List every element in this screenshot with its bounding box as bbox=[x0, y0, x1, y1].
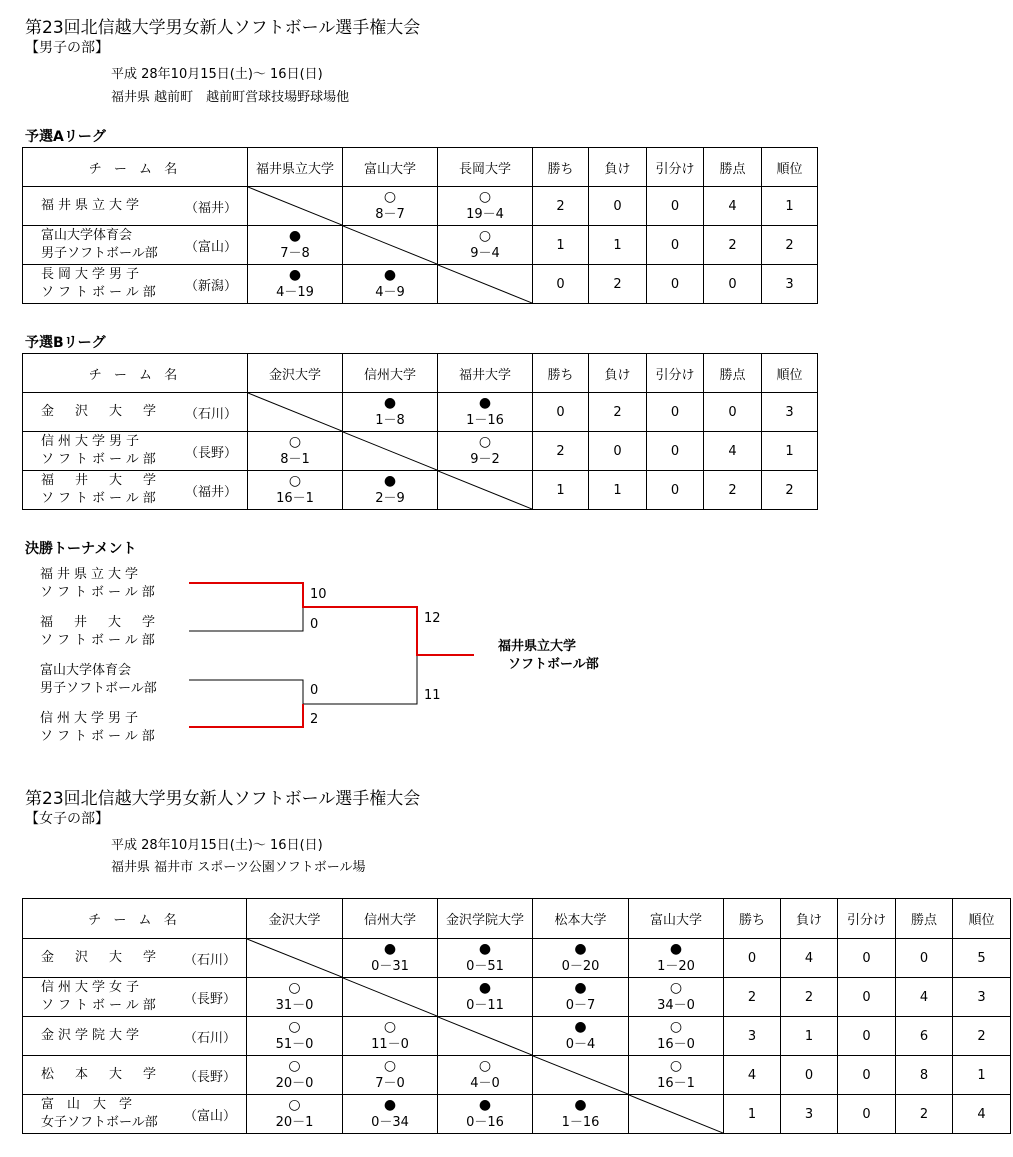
stat-cell: 0 bbox=[704, 393, 762, 432]
bracket-line-semi-loser bbox=[303, 655, 417, 704]
team-row bbox=[23, 1095, 1011, 1134]
opponent-header: 金沢学院大学 bbox=[438, 899, 533, 939]
diagonal-slash bbox=[629, 1095, 723, 1133]
stat-header: 順位 bbox=[953, 899, 1011, 939]
stat-cell: 1 bbox=[762, 187, 818, 226]
header-row bbox=[23, 899, 1011, 939]
stat-cell: 4 bbox=[724, 1056, 781, 1095]
win-mark-icon: ○ bbox=[288, 1057, 301, 1074]
loss-mark-icon: ● bbox=[574, 1096, 587, 1113]
bracket-team-1: 福井県立大学 ソフトボール部 bbox=[40, 567, 159, 600]
stat-cell: 2 bbox=[896, 1095, 953, 1134]
team-name-line: ソフトボール部 bbox=[41, 452, 160, 467]
match-result-cell bbox=[343, 1017, 438, 1056]
diagonal-slash bbox=[343, 978, 437, 1016]
team-name-line: ソフトボール部 bbox=[41, 491, 160, 506]
stat-header: 引分け bbox=[647, 354, 704, 393]
stat-cell: 0 bbox=[838, 978, 896, 1017]
stat-cell: 0 bbox=[838, 1056, 896, 1095]
diagonal-slash bbox=[247, 939, 342, 977]
team-name-line: 富山大学体育会 bbox=[41, 228, 133, 243]
stat-header: 順位 bbox=[762, 148, 818, 187]
win-mark-icon: ○ bbox=[288, 433, 302, 450]
stat-cell: 4 bbox=[704, 187, 762, 226]
stat-cell: 2 bbox=[704, 226, 762, 265]
stat-cell: 0 bbox=[647, 471, 704, 510]
match-score: 8－7 bbox=[375, 206, 405, 222]
opponent-header: 信州大学 bbox=[343, 354, 438, 393]
match-result-cell bbox=[247, 1056, 343, 1095]
opponent-header: 福井県立大学 bbox=[248, 148, 343, 187]
prefecture-label: （福井） bbox=[184, 484, 237, 500]
prefecture-label: （長野） bbox=[183, 1069, 236, 1085]
stat-cell: 0 bbox=[781, 1056, 838, 1095]
match-result-cell bbox=[438, 978, 533, 1017]
win-mark-icon: ○ bbox=[288, 1018, 301, 1035]
match-score: 4－19 bbox=[276, 284, 314, 300]
loss-mark-icon: ● bbox=[478, 394, 492, 411]
match-result-cell bbox=[247, 1017, 343, 1056]
bracket-line-loser-1 bbox=[189, 607, 303, 631]
women-table bbox=[22, 898, 1011, 1134]
stat-cell: 5 bbox=[953, 939, 1011, 978]
match-score: 0－20 bbox=[561, 958, 600, 974]
match-score: 51－0 bbox=[275, 1036, 314, 1052]
team-name-cell bbox=[23, 1056, 247, 1095]
team-name-cell bbox=[23, 1095, 247, 1134]
match-score: 9－2 bbox=[470, 451, 500, 467]
prefecture-label: （石川） bbox=[183, 952, 236, 968]
prefecture-label: （新潟） bbox=[184, 278, 237, 294]
team-name-line: 信州大学男子 bbox=[41, 434, 144, 449]
stat-header: 勝点 bbox=[704, 148, 762, 187]
match-score: 0－11 bbox=[466, 997, 504, 1013]
opponent-header: 福井大学 bbox=[438, 354, 533, 393]
win-mark-icon: ○ bbox=[478, 188, 492, 205]
match-score: 9－4 bbox=[470, 245, 500, 261]
loss-mark-icon: ● bbox=[288, 266, 302, 283]
tournament-heading: 決勝トーナメント bbox=[25, 541, 137, 557]
loss-mark-icon: ● bbox=[574, 979, 587, 996]
bracket-score-1: 10 bbox=[310, 587, 327, 602]
stat-cell: 0 bbox=[896, 939, 953, 978]
stat-cell: 2 bbox=[533, 432, 589, 471]
stat-cell: 1 bbox=[589, 471, 647, 510]
match-result-cell bbox=[438, 939, 533, 978]
team-name-cell bbox=[23, 978, 247, 1017]
stat-cell: 1 bbox=[724, 1095, 781, 1134]
team-name-line: 男子ソフトボール部 bbox=[41, 246, 158, 261]
prefecture-label: （富山） bbox=[183, 1108, 236, 1124]
stat-header: 負け bbox=[589, 148, 647, 187]
men-division: 【男子の部】 bbox=[25, 40, 109, 56]
stat-cell: 1 bbox=[589, 226, 647, 265]
bracket-score-6: 11 bbox=[424, 688, 441, 703]
match-result-cell bbox=[343, 1095, 438, 1134]
match-result-cell bbox=[343, 1056, 438, 1095]
win-mark-icon: ○ bbox=[669, 979, 683, 996]
stat-cell: 0 bbox=[647, 265, 704, 304]
stat-cell: 0 bbox=[647, 393, 704, 432]
stat-cell: 3 bbox=[781, 1095, 838, 1134]
stat-cell: 0 bbox=[589, 432, 647, 471]
team-name-line: 信州大学女子 bbox=[41, 980, 144, 995]
match-score: 7－8 bbox=[280, 245, 310, 261]
stat-cell: 4 bbox=[953, 1095, 1011, 1134]
men-title: 第23回北信越大学男女新人ソフトボール選手権大会 bbox=[25, 18, 421, 38]
match-result-cell bbox=[629, 1017, 724, 1056]
bracket-score-3: 0 bbox=[310, 683, 319, 698]
stat-cell: 0 bbox=[533, 265, 589, 304]
win-mark-icon: ○ bbox=[478, 1057, 492, 1074]
match-score: 1－16 bbox=[466, 412, 504, 428]
prefecture-label: （福井） bbox=[184, 200, 237, 216]
loss-mark-icon: ● bbox=[478, 940, 492, 957]
prefecture-label: （石川） bbox=[184, 406, 237, 422]
match-score: 1－8 bbox=[375, 412, 405, 428]
stat-cell: 3 bbox=[724, 1017, 781, 1056]
match-score: 2－9 bbox=[375, 490, 405, 506]
match-score: 1－20 bbox=[657, 958, 695, 974]
stat-cell: 0 bbox=[533, 393, 589, 432]
win-mark-icon: ○ bbox=[383, 1057, 397, 1074]
team-name-line: ソフトボール部 bbox=[41, 285, 160, 300]
stat-cell: 2 bbox=[533, 187, 589, 226]
team-name-line: 富 山 大 学 bbox=[41, 1097, 133, 1112]
loss-mark-icon: ● bbox=[478, 1096, 492, 1113]
match-score: 34－0 bbox=[657, 997, 695, 1013]
stat-cell: 6 bbox=[896, 1017, 953, 1056]
team-name-line: 福井県立大学 bbox=[41, 198, 144, 213]
win-mark-icon: ○ bbox=[478, 227, 492, 244]
team-name-header: チ ー ム 名 bbox=[23, 148, 248, 187]
loss-mark-icon: ● bbox=[383, 266, 397, 283]
stat-cell: 4 bbox=[704, 432, 762, 471]
loss-mark-icon: ● bbox=[669, 940, 683, 957]
self-match-cell bbox=[247, 939, 343, 978]
match-score: 16－1 bbox=[276, 490, 314, 506]
win-mark-icon: ○ bbox=[288, 472, 302, 489]
stat-cell: 3 bbox=[762, 393, 818, 432]
stat-cell: 0 bbox=[838, 939, 896, 978]
match-score: 4－0 bbox=[470, 1075, 500, 1091]
stat-cell: 2 bbox=[762, 226, 818, 265]
self-match-cell bbox=[438, 1017, 533, 1056]
match-score: 16－0 bbox=[657, 1036, 695, 1052]
stat-cell: 2 bbox=[724, 978, 781, 1017]
opponent-header: 信州大学 bbox=[343, 899, 438, 939]
prefecture-label: （富山） bbox=[184, 239, 237, 255]
team-name-line: 福 井 大 学 bbox=[41, 473, 161, 488]
bracket-line-loser-2 bbox=[189, 680, 303, 704]
stat-cell: 1 bbox=[762, 432, 818, 471]
stat-cell: 2 bbox=[589, 265, 647, 304]
team-name-cell bbox=[23, 939, 247, 978]
stat-cell: 1 bbox=[533, 226, 589, 265]
prefecture-label: （長野） bbox=[184, 445, 237, 461]
stat-cell: 1 bbox=[781, 1017, 838, 1056]
stat-cell: 4 bbox=[896, 978, 953, 1017]
stat-cell: 1 bbox=[533, 471, 589, 510]
team-name-header: チ ー ム 名 bbox=[23, 354, 248, 393]
stat-header: 勝ち bbox=[724, 899, 781, 939]
stat-header: 引分け bbox=[647, 148, 704, 187]
win-mark-icon: ○ bbox=[669, 1018, 683, 1035]
match-result-cell bbox=[343, 939, 438, 978]
stat-header: 勝点 bbox=[896, 899, 953, 939]
bracket-team-4: 信州大学男子 ソフトボール部 bbox=[40, 711, 159, 744]
match-score: 20－0 bbox=[275, 1075, 314, 1091]
loss-mark-icon: ● bbox=[478, 979, 492, 996]
win-mark-icon: ○ bbox=[383, 188, 397, 205]
opponent-header: 金沢大学 bbox=[248, 354, 343, 393]
match-result-cell bbox=[629, 978, 724, 1017]
diagonal-slash bbox=[533, 1056, 628, 1094]
champion-label: 福井県立大学 ソフトボール部 bbox=[498, 639, 599, 672]
match-score: 0－7 bbox=[565, 997, 596, 1013]
match-result-cell bbox=[533, 1017, 629, 1056]
opponent-header: 富山大学 bbox=[629, 899, 724, 939]
stat-cell: 0 bbox=[589, 187, 647, 226]
self-match-cell bbox=[343, 978, 438, 1017]
loss-mark-icon: ● bbox=[383, 394, 397, 411]
women-date: 平成 28年10月15日(土)～ 16日(日) bbox=[111, 838, 323, 853]
women-venue: 福井県 福井市 スポーツ公園ソフトボール場 bbox=[111, 860, 366, 875]
women-title: 第23回北信越大学男女新人ソフトボール選手権大会 bbox=[25, 789, 421, 809]
match-score: 0－4 bbox=[565, 1036, 596, 1052]
loss-mark-icon: ● bbox=[574, 1018, 587, 1035]
match-score: 8－1 bbox=[280, 451, 310, 467]
match-score: 0－51 bbox=[466, 958, 504, 974]
match-result-cell bbox=[629, 939, 724, 978]
win-mark-icon: ○ bbox=[288, 1096, 301, 1113]
stat-cell: 1 bbox=[953, 1056, 1011, 1095]
match-score: 0－34 bbox=[371, 1114, 409, 1130]
stat-cell: 0 bbox=[838, 1017, 896, 1056]
stat-cell: 2 bbox=[953, 1017, 1011, 1056]
team-name-line: 松 本 大 学 bbox=[41, 1067, 161, 1082]
team-name-line: 金沢学院大学 bbox=[41, 1028, 144, 1043]
win-mark-icon: ○ bbox=[669, 1057, 683, 1074]
league-a-heading: 予選Aリーグ bbox=[25, 129, 106, 145]
stat-cell: 0 bbox=[647, 432, 704, 471]
men-venue: 福井県 越前町 越前町営球技場野球場他 bbox=[111, 90, 350, 105]
match-score: 16－1 bbox=[657, 1075, 695, 1091]
bracket-score-5: 12 bbox=[424, 611, 441, 626]
bracket-team-2: 福 井 大 学 ソフトボール部 bbox=[40, 615, 160, 648]
bracket-team-3: 富山大学体育会 男子ソフトボール部 bbox=[40, 663, 157, 696]
league-b-heading: 予選Bリーグ bbox=[25, 335, 106, 351]
opponent-header: 松本大学 bbox=[533, 899, 629, 939]
loss-mark-icon: ● bbox=[383, 940, 397, 957]
stat-cell: 2 bbox=[762, 471, 818, 510]
loss-mark-icon: ● bbox=[383, 1096, 397, 1113]
match-result-cell bbox=[247, 1095, 343, 1134]
team-name-line: 長岡大学男子 bbox=[41, 267, 144, 282]
match-result-cell bbox=[533, 978, 629, 1017]
stat-header: 引分け bbox=[838, 899, 896, 939]
team-name-line: 女子ソフトボール部 bbox=[41, 1115, 158, 1130]
loss-mark-icon: ● bbox=[288, 227, 302, 244]
team-row bbox=[23, 1017, 1011, 1056]
prefecture-label: （石川） bbox=[183, 1030, 236, 1046]
prefecture-label: （長野） bbox=[183, 991, 236, 1007]
stat-cell: 0 bbox=[704, 265, 762, 304]
match-score: 1－16 bbox=[561, 1114, 600, 1130]
team-name-line: 金 沢 大 学 bbox=[41, 404, 161, 419]
stat-header: 勝ち bbox=[533, 354, 589, 393]
match-result-cell bbox=[438, 1095, 533, 1134]
stat-cell: 0 bbox=[838, 1095, 896, 1134]
match-result-cell bbox=[629, 1056, 724, 1095]
match-result-cell bbox=[247, 978, 343, 1017]
match-result-cell bbox=[533, 939, 629, 978]
team-row bbox=[23, 1056, 1011, 1095]
team-name-header: チ ー ム 名 bbox=[23, 899, 247, 939]
win-mark-icon: ○ bbox=[383, 1018, 397, 1035]
opponent-header: 長岡大学 bbox=[438, 148, 533, 187]
match-score: 0－31 bbox=[371, 958, 409, 974]
stat-cell: 3 bbox=[953, 978, 1011, 1017]
stat-header: 勝ち bbox=[533, 148, 589, 187]
match-score: 31－0 bbox=[275, 997, 314, 1013]
stat-header: 負け bbox=[589, 354, 647, 393]
match-score: 4－9 bbox=[375, 284, 405, 300]
stat-header: 勝点 bbox=[704, 354, 762, 393]
match-result-cell bbox=[438, 1056, 533, 1095]
diagonal-slash bbox=[438, 1017, 532, 1055]
stat-cell: 2 bbox=[589, 393, 647, 432]
stat-header: 順位 bbox=[762, 354, 818, 393]
bracket-score-4: 2 bbox=[310, 712, 319, 727]
match-score: 7－0 bbox=[375, 1075, 405, 1091]
team-row bbox=[23, 978, 1011, 1017]
win-mark-icon: ○ bbox=[478, 433, 492, 450]
stat-cell: 4 bbox=[781, 939, 838, 978]
bracket-score-2: 0 bbox=[310, 617, 319, 632]
self-match-cell bbox=[629, 1095, 724, 1134]
men-date: 平成 28年10月15日(土)～ 16日(日) bbox=[111, 67, 323, 82]
win-mark-icon: ○ bbox=[288, 979, 301, 996]
stat-cell: 0 bbox=[647, 226, 704, 265]
team-name-cell bbox=[23, 1017, 247, 1056]
team-row bbox=[23, 939, 1011, 978]
loss-mark-icon: ● bbox=[383, 472, 397, 489]
stat-cell: 0 bbox=[724, 939, 781, 978]
match-score: 11－0 bbox=[371, 1036, 409, 1052]
match-result-cell bbox=[533, 1095, 629, 1134]
stat-cell: 0 bbox=[647, 187, 704, 226]
stat-header: 負け bbox=[781, 899, 838, 939]
bracket-line-winner-semi bbox=[189, 704, 303, 727]
match-score: 19－4 bbox=[466, 206, 504, 222]
women-division: 【女子の部】 bbox=[25, 811, 109, 827]
stat-cell: 3 bbox=[762, 265, 818, 304]
opponent-header: 富山大学 bbox=[343, 148, 438, 187]
match-score: 20－1 bbox=[275, 1114, 314, 1130]
team-name-line: ソフトボール部 bbox=[41, 998, 160, 1013]
self-match-cell bbox=[533, 1056, 629, 1095]
stat-cell: 2 bbox=[781, 978, 838, 1017]
team-name-line: 金 沢 大 学 bbox=[41, 950, 161, 965]
opponent-header: 金沢大学 bbox=[247, 899, 343, 939]
stat-cell: 2 bbox=[704, 471, 762, 510]
loss-mark-icon: ● bbox=[574, 940, 587, 957]
stat-cell: 8 bbox=[896, 1056, 953, 1095]
match-score: 0－16 bbox=[466, 1114, 504, 1130]
